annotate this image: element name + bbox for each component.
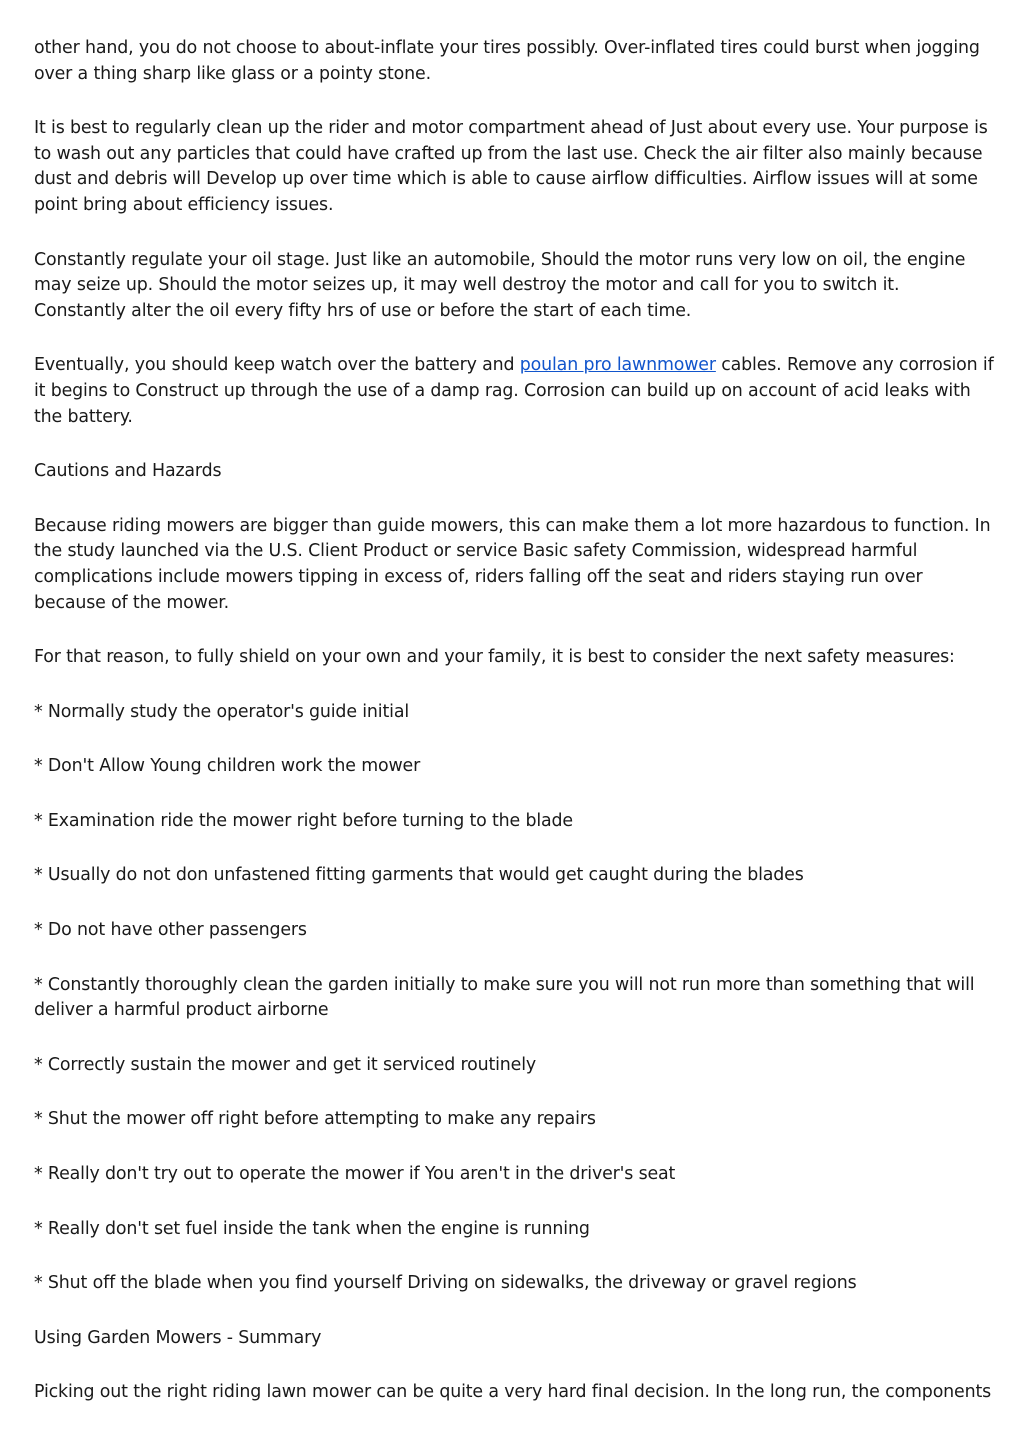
safety-bullet-item: * Shut off the blade when you find yourself Driving on sidewalks, the driveway or gravel regions <box>34 1273 857 1294</box>
heading-summary: Using Garden Mowers - Summary <box>34 1327 322 1348</box>
safety-bullet-item: * Really don't set fuel inside the tank when the engine is running <box>34 1218 590 1239</box>
paragraph-oil: Constantly regulate your oil stage. Just like an automobile, Should the motor runs very low on oil, the engine may seize up. Should the motor seizes up, it may well destroy the motor and call for you to switch it. Constantly alter the oil every fifty hrs of use or before the start of each time. <box>34 249 966 321</box>
safety-bullet-item: * Do not have other passengers <box>34 920 307 941</box>
paragraph-battery-text-end: cables. Remove any corrosion if it begins to Construct up through the use of a damp rag. Corrosion can build up on account of acid leaks with the battery. <box>34 355 994 427</box>
paragraph-battery-text-start: Eventually, you should keep watch over the battery and <box>34 355 520 376</box>
heading-cautions-and-hazards: Cautions and Hazards <box>34 461 222 482</box>
safety-bullet-item: * Usually do not don unfastened fitting garments that would get caught during the blades <box>34 865 804 886</box>
safety-bullet-item: * Normally study the operator's guide initial <box>34 701 410 722</box>
paragraph-battery <box>34 353 996 430</box>
poulan-pro-lawnmower-link[interactable]: poulan pro lawnmower <box>519 355 716 376</box>
safety-bullet-item: * Shut the mower off right before attempting to make any repairs <box>34 1109 596 1130</box>
paragraph-tire-inflation: other hand, you do not choose to about-inflate your tires possibly. Over-inflated tires could burst when jogging over a thing sharp like glass or a pointy stone. <box>34 38 980 84</box>
paragraph-hazards: Because riding mowers are bigger than guide mowers, this can make them a lot more hazardous to function. In the study launched via the U.S. Client Product or service Basic safety Commission, widespread harmful complications include mowers tipping in excess of, riders falling off the seat and riders staying run over because of the mower. <box>34 515 991 613</box>
safety-bullet-item: * Examination ride the mower right before turning to the blade <box>34 810 573 831</box>
safety-bullet-item: * Correctly sustain the mower and get it serviced routinely <box>34 1054 537 1075</box>
safety-bullet-item: * Really don't try out to operate the mower if You aren't in the driver's seat <box>34 1164 676 1185</box>
paragraph-cleaning: It is best to regularly clean up the rider and motor compartment ahead of Just about every use. Your purpose is to wash out any particles that could have crafted up from the last use. Check the air filter also mainly because dust and debris will Develop up over time which is able to cause airflow difficulties. Airflow issues will at some point bring about efficiency issues. <box>34 118 988 215</box>
safety-bullet-item: * Constantly thoroughly clean the garden initially to make sure you will not run more than something that will deliver a harmful product airborne <box>34 974 975 1021</box>
paragraph-safety-intro: For that reason, to fully shield on your own and your family, it is best to consider the next safety measures: <box>34 647 955 668</box>
safety-bullet-item: * Don't Allow Young children work the mower <box>34 756 421 777</box>
document-page <box>34 36 996 1435</box>
paragraph-summary: Picking out the right riding lawn mower can be quite a very hard final decision. In the long run, the components <box>34 1382 992 1403</box>
